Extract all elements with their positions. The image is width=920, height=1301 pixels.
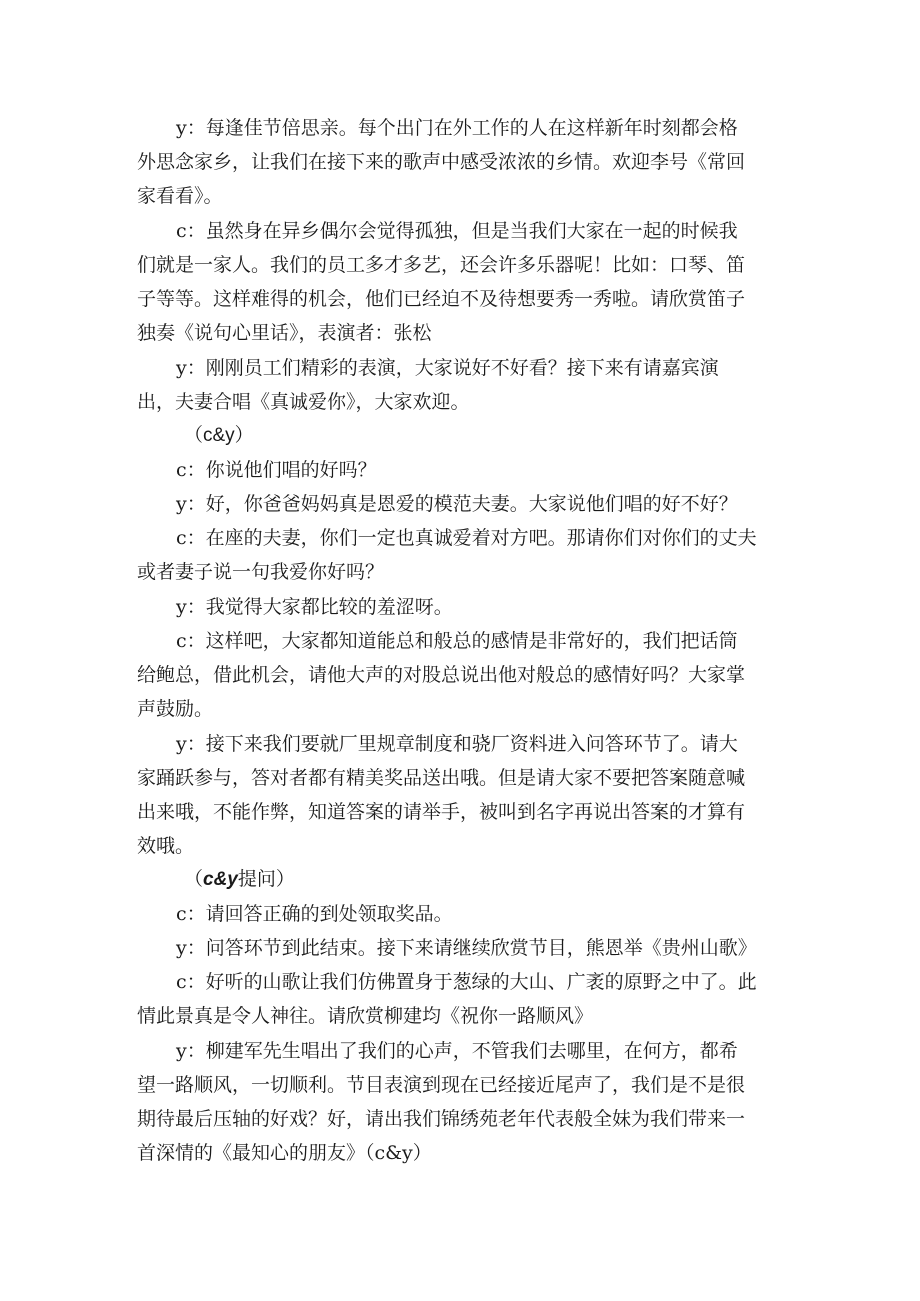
paragraph-line: y：刚刚员工们精彩的表演，大家说好不好看？接下来有请嘉宾演 bbox=[176, 357, 719, 379]
paragraph-line: 家看看》。 bbox=[137, 185, 223, 207]
stage-label: 提问） bbox=[237, 869, 295, 890]
paragraph-line: y：柳建军先生唱出了我们的心声，不管我们去哪里，在何方，都希 bbox=[176, 1040, 738, 1062]
paragraph-line: 子等等。这样难得的机会，他们已经迫不及待想要秀一秀啦。请欣赏笛子 bbox=[137, 288, 746, 310]
paragraph-line: 首深情的《最知心的朋友》（c&y） bbox=[137, 1142, 432, 1164]
paragraph-line: 或者妻子说一句我爱你好吗？ bbox=[137, 561, 385, 583]
paragraph-line: 们就是一家人。我们的员工多才多艺，还会许多乐器呢！比如：口琴、笛 bbox=[137, 254, 746, 276]
stage-direction bbox=[184, 867, 295, 893]
paragraph-line: c：你说他们唱的好吗？ bbox=[176, 459, 377, 481]
paragraph-line: y：接下来我们要就厂里规章制度和骁厂资料进入问答环节了。请大 bbox=[176, 733, 738, 755]
paragraph-line: 出，夫妻合唱《真诚爱你》，大家欢迎。 bbox=[137, 391, 470, 413]
paragraph-line: 出来哦，不能作弊，知道答案的请举手，被叫到名字再说出答案的才算有 bbox=[137, 801, 746, 823]
paragraph-line: 声鼓励。 bbox=[137, 698, 214, 720]
paragraph-line: 望一路顺风，一切顺利。节目表演到现在已经接近尾声了，我们是不是很 bbox=[137, 1074, 746, 1096]
paragraph-line: 情此景真是令人神往。请欣赏柳建均《祝你一路顺风》 bbox=[137, 1005, 594, 1027]
paragraph-line: c：请回答正确的到处领取奖品。 bbox=[176, 903, 453, 925]
paragraph-line: c：虽然身在异乡偶尔会觉得孤独，但是当我们大家在一起的时候我 bbox=[176, 220, 738, 242]
paragraph-line: 效哦。 bbox=[137, 835, 195, 857]
paragraph-line: 给鲍总，借此机会，请他大声的对股总说出他对般总的感情好吗？大家掌 bbox=[137, 664, 746, 686]
stage-speakers: c&y bbox=[203, 869, 238, 890]
paragraph-line: c：在座的夫妻，你们一定也真诚爱着对方吧。那请你们对你们的丈夫 bbox=[176, 527, 757, 549]
paragraph-line: 期待最后压轴的好戏？好，请出我们锦绣苑老年代表般全妹为我们带来一 bbox=[137, 1108, 746, 1130]
paragraph-line: 外思念家乡，让我们在接下来的歌声中感受浓浓的乡情。欢迎李号《常回 bbox=[137, 151, 746, 173]
stage-direction: （c&y） bbox=[184, 425, 254, 446]
stage-paren: （ bbox=[184, 869, 204, 890]
paragraph-line: 家踊跃参与，答对者都有精美奖品送出哦。但是请大家不要把答案随意喊 bbox=[137, 767, 746, 789]
paragraph-line: c：这样吧，大家都知道能总和般总的感情是非常好的，我们把话筒 bbox=[176, 630, 738, 652]
paragraph-line: y：好，你爸爸妈妈真是恩爱的模范夫妻。大家说他们唱的好不好？ bbox=[176, 493, 738, 515]
paragraph-line: y：问答环节到此结束。接下来请继续欣赏节目，熊恩举《贵州山歌》 bbox=[176, 937, 757, 959]
paragraph-line: y：每逢佳节倍思亲。每个出门在外工作的人在这样新年时刻都会格 bbox=[176, 117, 738, 139]
paragraph-line: c：好听的山歌让我们仿佛置身于葱绿的大山、广袤的原野之中了。此 bbox=[176, 971, 757, 993]
paragraph-line: y：我觉得大家都比较的羞涩呀。 bbox=[176, 596, 453, 618]
paragraph-line: 独奏《说句心里话》，表演者：张松 bbox=[137, 322, 432, 344]
